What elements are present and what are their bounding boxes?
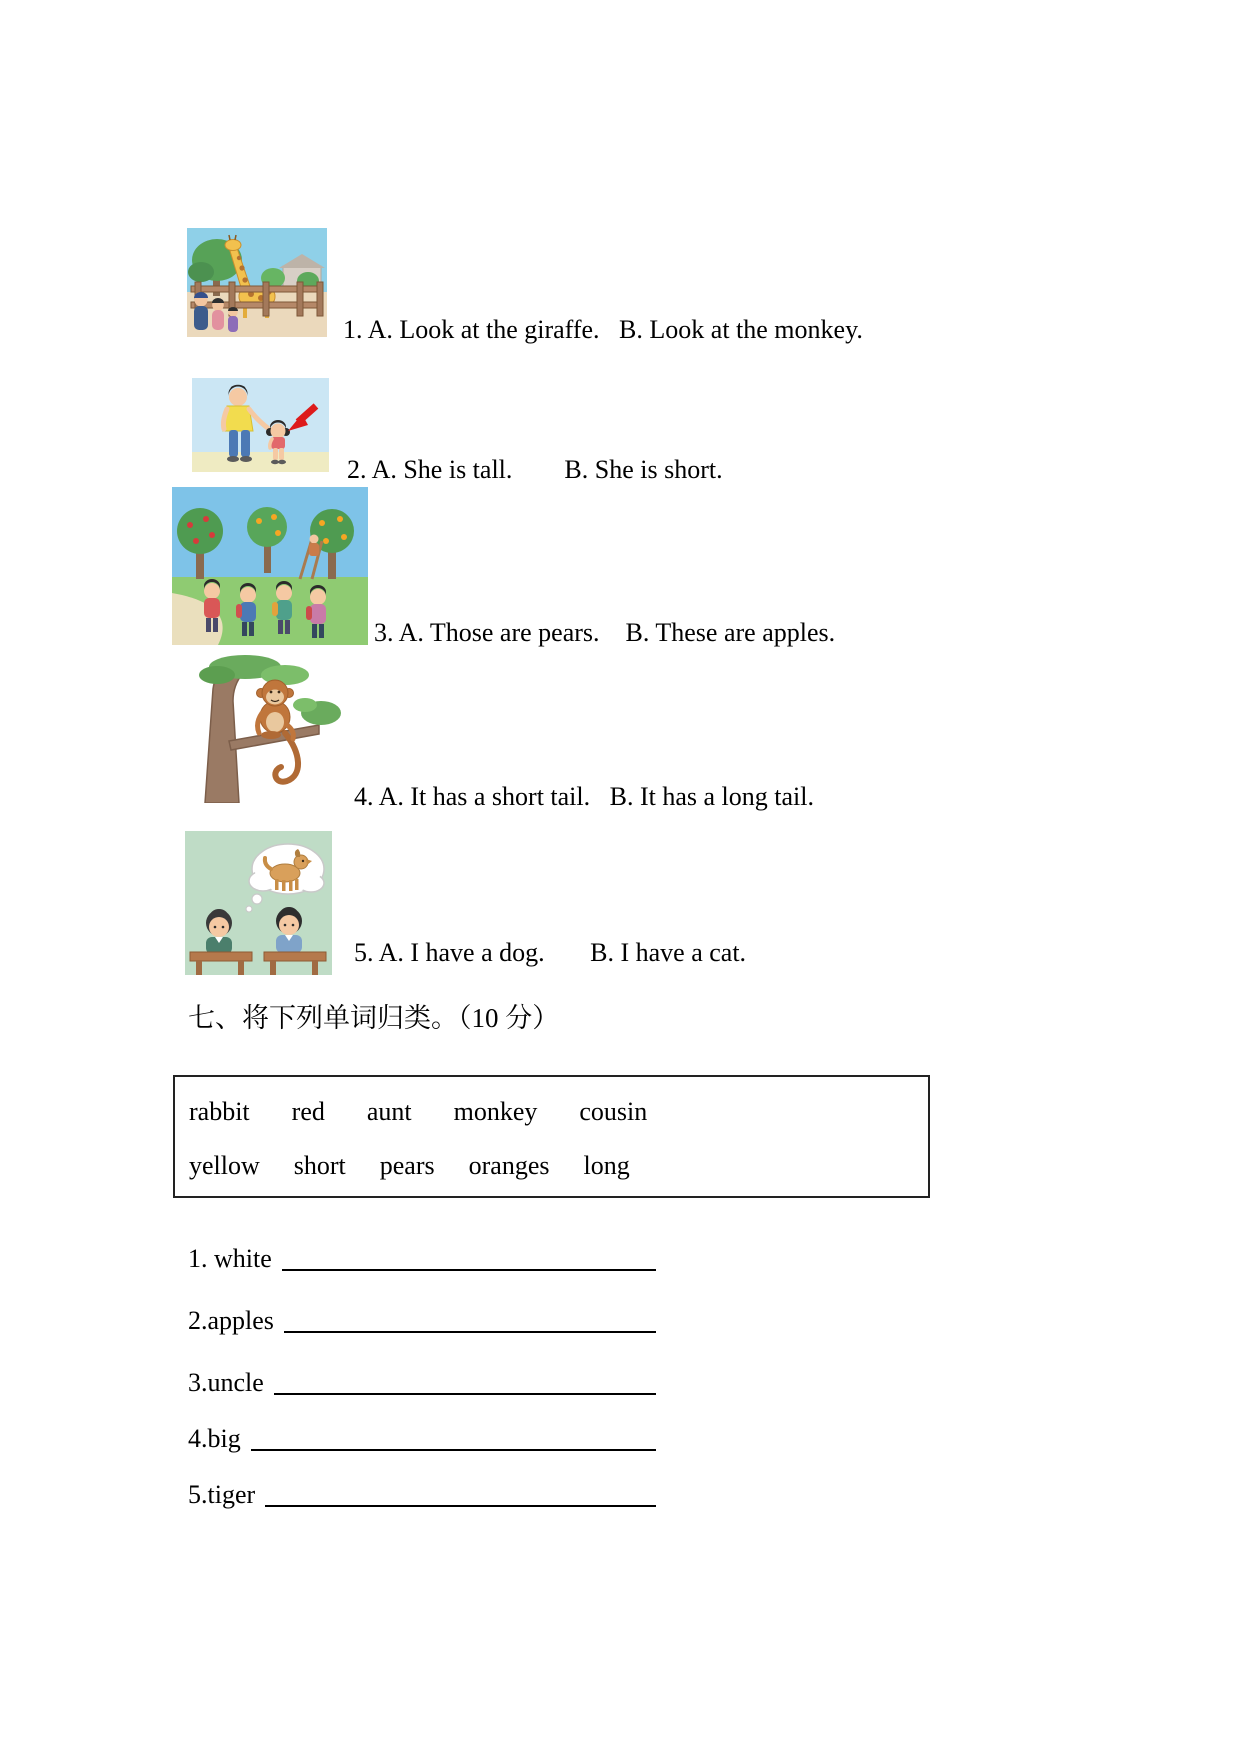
question-5-text: 5. A. I have a dog. B. I have a cat. — [354, 938, 747, 967]
fill-item-label: 3.uncle — [188, 1368, 264, 1397]
fill-item-label: 5.tiger — [188, 1480, 256, 1509]
word-bank-box — [173, 1075, 930, 1198]
answer-blank-line — [284, 1329, 656, 1333]
student-boy — [276, 907, 302, 953]
fill-item-big — [188, 1423, 656, 1455]
monkey-figure — [257, 680, 299, 782]
fill-item-white — [188, 1243, 656, 1275]
section-7-heading: 七、将下列单词归类。（10 分） — [188, 1003, 560, 1033]
word-monkey: monkey — [453, 1097, 538, 1126]
question-1-text: 1. A. Look at the giraffe. B. Look at the monkey. — [343, 315, 863, 344]
fill-item-label: 2.apples — [188, 1306, 274, 1335]
question-3-text: 3. A. Those are pears. B. These are apples. — [374, 618, 836, 647]
word-aunt: aunt — [366, 1097, 412, 1126]
fill-item-label: 1. white — [188, 1244, 272, 1273]
fill-item-uncle — [188, 1367, 656, 1399]
answer-blank-line — [274, 1391, 656, 1395]
question-2-text: 2. A. She is tall. B. She is short. — [347, 455, 723, 484]
word-yellow: yellow — [189, 1151, 260, 1180]
word-short: short — [293, 1151, 346, 1180]
word-red: red — [291, 1097, 325, 1126]
answer-blank-line — [282, 1267, 656, 1271]
fill-item-apples — [188, 1305, 656, 1337]
question-4-text: 4. A. It has a short tail. B. It has a long tail. — [354, 782, 814, 811]
question-1-zoo-giraffe-image — [187, 228, 327, 337]
question-5-classroom-image — [185, 831, 332, 975]
word-rabbit: rabbit — [189, 1097, 250, 1126]
fill-item-label: 4.big — [188, 1424, 241, 1453]
word-pears: pears — [379, 1151, 435, 1180]
word-cousin: cousin — [579, 1097, 648, 1126]
student-girl — [206, 909, 232, 954]
word-oranges: oranges — [468, 1151, 550, 1180]
answer-blank-line — [251, 1447, 656, 1451]
answer-blank-line — [265, 1503, 656, 1507]
word-bank-row-2 — [189, 1151, 928, 1181]
question-3-orchard-image — [172, 487, 368, 645]
word-bank-row-1 — [189, 1097, 928, 1127]
question-2-father-daughter-image — [192, 378, 329, 472]
fill-item-tiger — [188, 1479, 656, 1511]
question-4-monkey-tree-image — [187, 655, 342, 803]
ground — [192, 452, 329, 472]
word-long: long — [583, 1151, 630, 1180]
